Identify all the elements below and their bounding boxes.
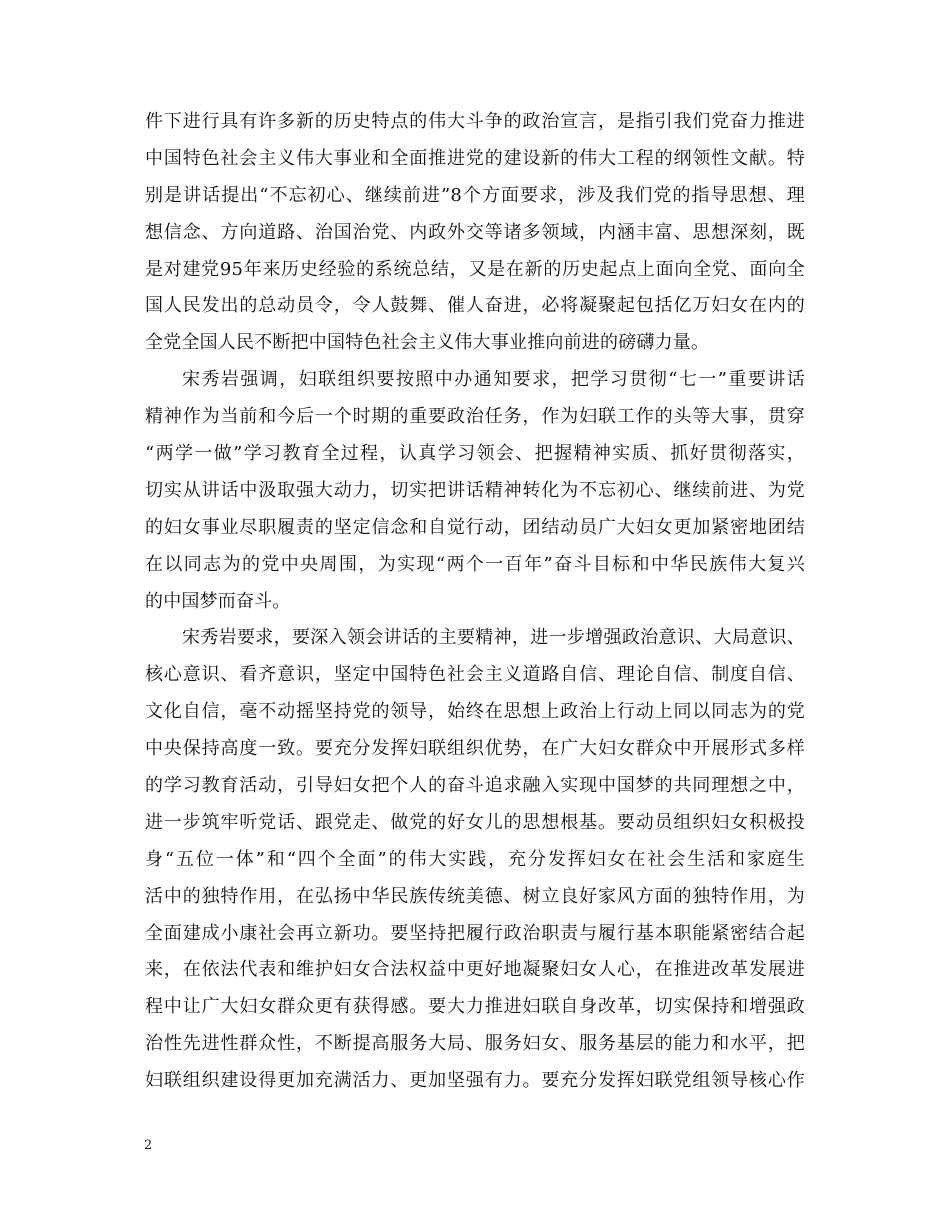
text-line: 进一步筑牢听党话、跟党走、做党的好女儿的思想根基。要动员组织妇女积极投 <box>145 811 805 833</box>
text-line: 中央保持高度一致。要充分发挥妇联组织优势，在广大妇女群众中开展形式多样 <box>145 738 805 760</box>
text-line: 活中的独特作用，在弘扬中华民族传统美德、树立良好家风方面的独特作用，为 <box>145 885 805 907</box>
paragraph-start-line: 宋秀岩强调，妇联组织要按照中办通知要求，把学习贯彻“七一”重要讲话 <box>182 369 805 391</box>
text-line: 全党全国人民不断把中国特色社会主义伟大事业推向前进的磅礴力量。 <box>145 332 710 354</box>
text-line: 治性先进性群众性，不断提高服务大局、服务妇女、服务基层的能力和水平，把 <box>145 1033 805 1055</box>
text-line: 全面建成小康社会再立新功。要坚持把履行政治职责与履行基本职能紧密结合起 <box>145 922 805 944</box>
text-line: 切实从讲话中汲取强大动力，切实把讲话精神转化为不忘初心、继续前进、为党 <box>145 479 805 501</box>
text-line: 的中国梦而奋斗。 <box>145 590 291 612</box>
document-body <box>145 104 805 1100</box>
text-line: 文化自信，毫不动摇坚持党的领导，始终在思想上政治上行动上同以同志为的党 <box>145 701 805 723</box>
text-line: 精神作为当前和今后一个时期的重要政治任务，作为妇联工作的头等大事，贯穿 <box>145 406 805 428</box>
text-line: 想信念、方向道路、治国治党、内政外交等诸多领域，内涵丰富、思想深刻，既 <box>145 221 805 243</box>
text-line: 国人民发出的总动员令，令人鼓舞、催人奋进，必将凝聚起包括亿万妇女在内的 <box>145 295 805 317</box>
text-line: 来，在依法代表和维护妇女合法权益中更好地凝聚妇女人心，在推进改革发展进 <box>145 959 805 981</box>
text-line: “两学一做”学习教育全过程，认真学习领会、把握精神实质、抓好贯彻落实， <box>145 443 805 465</box>
text-line: 核心意识、看齐意识，坚定中国特色社会主义道路自信、理论自信、制度自信、 <box>145 664 805 686</box>
text-line: 的学习教育活动，引导妇女把个人的奋斗追求融入实现中国梦的共同理想之中， <box>145 775 805 797</box>
text-line: 中国特色社会主义伟大事业和全面推进党的建设新的伟大工程的纲领性文献。特 <box>145 147 805 169</box>
text-line: 别是讲话提出“不忘初心、继续前进”8个方面要求，涉及我们党的指导思想、理 <box>145 184 805 206</box>
text-line: 是对建党95年来历史经验的系统总结，又是在新的历史起点上面向全党、面向全 <box>145 258 805 280</box>
text-line: 的妇女事业尽职履责的坚定信念和自觉行动，团结动员广大妇女更加紧密地团结 <box>145 516 805 538</box>
text-line: 程中让广大妇女群众更有获得感。要大力推进妇联自身改革，切实保持和增强政 <box>145 996 805 1018</box>
text-line: 身“五位一体”和“四个全面”的伟大实践，充分发挥妇女在社会生活和家庭生 <box>145 848 805 870</box>
paragraph-start-line: 宋秀岩要求，要深入领会讲话的主要精神，进一步增强政治意识、大局意识、 <box>182 627 805 649</box>
text-line: 妇联组织建设得更加充满活力、更加坚强有力。要充分发挥妇联党组领导核心作 <box>145 1070 805 1092</box>
text-line: 在以同志为的党中央周围，为实现“两个一百年”奋斗目标和中华民族伟大复兴 <box>145 553 805 575</box>
text-line: 件下进行具有许多新的历史特点的伟大斗争的政治宣言，是指引我们党奋力推进 <box>145 111 805 132</box>
page-number: 2 <box>144 1138 153 1153</box>
